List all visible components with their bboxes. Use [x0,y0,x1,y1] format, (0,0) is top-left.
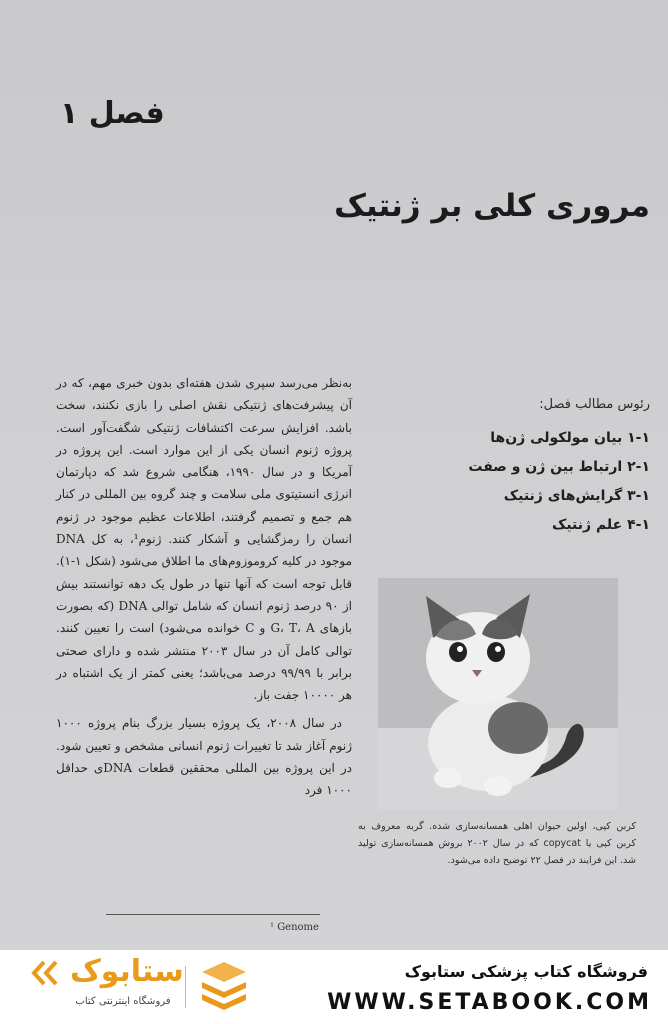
outline-item: ۲-۱ ارتباط بین ژن و صفت [468,459,650,475]
body-paragraph-1: به‌نظر می‌رسد سپری شدن هفته‌ای بدون خبری مهم، که در آن پیشرفت‌های ژنتیکی نقش اصلی را بازی نکنند، سخت باشد. افزایش سرعت اکتشافات ژنتیکی شگفت‌آور است. پروژه ژنوم انسان یکی از این موارد است. این پروژه در آمریکا و در سال ۱۹۹۰، هنگامی شروع شد که دپارتمان انرژی انستیتوی ملی سلامت و چند گروه بین المللی در کنار هم جمع و تصمیم گرفتند، اطلاعات عظیم موجود در ژنوم انسان را رمزگشایی و آشکار کنند. ژنوم¹، به کل DNA موجود در کلیه کروموزوم‌های ما اطلاق می‌شود (شکل ۱-۱). قابل توجه است که آنها تنها در طول یک دهه توانستند بیش از ۹۰ درصد ژنوم انسان که شامل توالی DNA (که بصورت بازهای G، T، A و C خوانده می‌شود) است را تعیین کنند. توالی کامل آن در سال ۲۰۰۳ منتشر شده و دارای صحتی برابر با ۹۹/۹۹ درصد می‌باشد؛ یعنی کمتر از یک اشتباه در هر ۱۰۰۰۰ جفت باز. [56,376,352,703]
footnote-rule [106,914,320,915]
double-chevron-icon [30,958,60,988]
body-text [56,372,352,802]
store-logo[interactable] [30,954,184,1016]
store-name: فروشگاه کتاب پزشکی ستابوک [404,962,648,981]
chapter-title: مروری کلی بر ژنتیک [334,188,650,224]
outline-item: ۳-۱ گرایش‌های ژنتیک [503,488,650,504]
outline-item: ۱-۱ بیان مولکولی ژن‌ها [490,430,650,446]
kitten-illustration [378,578,618,810]
logo-wordmark: ستابوک [70,954,184,989]
cat-photo [378,578,618,810]
store-banner [0,950,668,1024]
chapter-label: فصل ۱ [60,96,165,131]
logo-divider [185,966,186,1008]
body-paragraph-2: در سال ۲۰۰۸، یک پروژه بسیار بزرگ بنام پروژه ۱۰۰۰ ژنوم آغاز شد تا تغییرات ژنوم انسانی مشخص و تعیین شود. در این پروژه بین المللی محققین قطعات DNAی حداقل ۱۰۰۰ فرد [56,716,352,798]
outline-list [420,428,650,544]
footnote: ¹ Genome [270,922,319,933]
outline-item: ۴-۱ علم ژنتیک [552,517,650,533]
figure-caption: کربن کپی، اولین حیوان اهلی همسانه‌سازی شده. گربه معروف به کربن کپی یا copycat که در سال ۲۰۰۲ بروش همسانه‌سازی تولید شد. این فرایند در فصل ۲۲ توضیح داده می‌شود. [358,821,637,866]
outline-heading: رئوس مطالب فصل: [539,397,650,412]
logo-subtitle: فروشگاه اینترنتی کتاب [75,996,171,1007]
stacked-books-icon [196,958,252,1014]
store-url[interactable]: WWW.SETABOOK.COM [327,990,652,1015]
